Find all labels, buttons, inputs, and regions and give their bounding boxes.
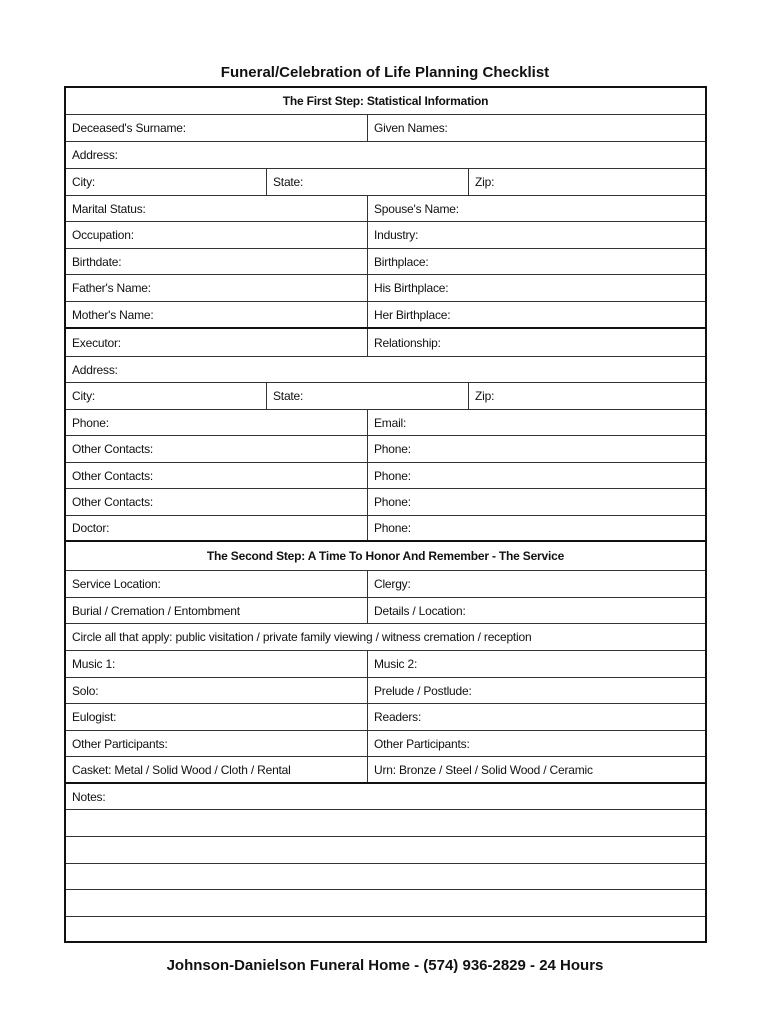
burial-option-field[interactable]: Burial / Cremation / Entombment	[66, 598, 368, 623]
mother-row	[66, 302, 705, 329]
notes-line-5[interactable]	[66, 917, 705, 941]
page-title: Funeral/Celebration of Life Planning Checklist	[220, 64, 550, 81]
occupation-row	[66, 222, 705, 249]
notes-line-1[interactable]	[66, 810, 705, 837]
casket-field[interactable]: Casket: Metal / Solid Wood / Cloth / Rental	[66, 757, 368, 782]
circle-all-field[interactable]: Circle all that apply: public visitation / private family viewing / witness cremation / reception	[72, 630, 532, 644]
doctor-row	[66, 516, 705, 542]
address-row	[66, 142, 705, 169]
other-contacts-row-3	[66, 489, 705, 516]
city-state-zip-row	[66, 169, 705, 196]
service-location-field[interactable]: Service Location:	[66, 571, 368, 597]
notes-line-3[interactable]	[66, 864, 705, 890]
birthdate-field[interactable]: Birthdate:	[66, 249, 368, 274]
other-contacts-field-3[interactable]: Other Contacts:	[66, 489, 368, 515]
notes-line-4[interactable]	[66, 890, 705, 917]
eulogist-row	[66, 704, 705, 731]
doctor-phone-field[interactable]: Phone:	[374, 521, 411, 535]
details-location-field[interactable]: Details / Location:	[374, 603, 466, 618]
other-contacts-phone-1[interactable]: Phone:	[374, 442, 411, 456]
section2-heading: The Second Step: A Time To Honor And Remember - The Service	[206, 549, 565, 563]
marital-row	[66, 196, 705, 222]
readers-field[interactable]: Readers:	[374, 710, 422, 724]
music-row	[66, 651, 705, 678]
his-birthplace-field[interactable]: His Birthplace:	[374, 281, 449, 295]
mother-name-field[interactable]: Mother's Name:	[66, 302, 368, 327]
notes-line-2[interactable]	[66, 837, 705, 864]
city-field[interactable]: City:	[66, 169, 267, 195]
zip-field[interactable]: Zip:	[475, 175, 495, 189]
her-birthplace-field[interactable]: Her Birthplace:	[374, 307, 451, 322]
other-contacts-phone-2[interactable]: Phone:	[374, 468, 411, 483]
section1-heading-row	[66, 88, 705, 115]
casket-urn-row	[66, 757, 705, 784]
relationship-field[interactable]: Relationship:	[374, 335, 441, 350]
other-contacts-row-1	[66, 436, 705, 463]
urn-field[interactable]: Urn: Bronze / Steel / Solid Wood / Ceramic	[374, 762, 593, 777]
doctor-field[interactable]: Doctor:	[66, 516, 368, 540]
footer-contact: Johnson-Danielson Funeral Home - (574) 936-2829 - 24 Hours	[166, 957, 604, 974]
other-contacts-phone-3[interactable]: Phone:	[374, 495, 411, 509]
other-participants-field-2[interactable]: Other Participants:	[374, 736, 470, 751]
given-names-field[interactable]: Given Names:	[374, 121, 448, 135]
executor-city-field[interactable]: City:	[66, 383, 267, 409]
surname-row	[66, 115, 705, 142]
executor-field[interactable]: Executor:	[66, 329, 368, 356]
executor-address-field[interactable]: Address:	[72, 362, 118, 377]
state-field[interactable]: State:	[267, 169, 469, 195]
solo-field[interactable]: Solo:	[66, 678, 368, 703]
notes-row	[66, 784, 705, 810]
father-name-field[interactable]: Father's Name:	[66, 275, 368, 301]
service-location-row	[66, 571, 705, 598]
section2-heading-row	[66, 542, 705, 571]
participants-row	[66, 731, 705, 757]
birthplace-field[interactable]: Birthplace:	[374, 254, 429, 269]
checklist-form	[64, 86, 707, 943]
executor-zip-field[interactable]: Zip:	[475, 389, 495, 403]
prelude-field[interactable]: Prelude / Postlude:	[374, 683, 472, 698]
other-contacts-field-1[interactable]: Other Contacts:	[66, 436, 368, 462]
industry-field[interactable]: Industry:	[374, 228, 419, 242]
email-field[interactable]: Email:	[374, 415, 407, 430]
executor-city-row	[66, 383, 705, 410]
phone-email-row	[66, 410, 705, 436]
surname-field[interactable]: Deceased's Surname:	[66, 115, 368, 141]
music1-field[interactable]: Music 1:	[66, 651, 368, 677]
eulogist-field[interactable]: Eulogist:	[66, 704, 368, 730]
executor-address-row	[66, 357, 705, 383]
occupation-field[interactable]: Occupation:	[66, 222, 368, 248]
section1-heading: The First Step: Statistical Information	[282, 94, 489, 108]
address-field[interactable]: Address:	[72, 148, 118, 162]
executor-state-field[interactable]: State:	[267, 383, 469, 409]
spouse-name-field[interactable]: Spouse's Name:	[374, 201, 459, 216]
other-participants-field-1[interactable]: Other Participants:	[66, 731, 368, 756]
burial-row	[66, 598, 705, 624]
executor-row	[66, 329, 705, 357]
other-contacts-field-2[interactable]: Other Contacts:	[66, 463, 368, 488]
notes-label[interactable]: Notes:	[72, 789, 106, 804]
birth-row	[66, 249, 705, 275]
father-row	[66, 275, 705, 302]
clergy-field[interactable]: Clergy:	[374, 577, 411, 591]
other-contacts-row-2	[66, 463, 705, 489]
solo-row	[66, 678, 705, 704]
circle-all-row	[66, 624, 705, 651]
phone-field[interactable]: Phone:	[66, 410, 368, 435]
music2-field[interactable]: Music 2:	[374, 657, 418, 671]
marital-status-field[interactable]: Marital Status:	[66, 196, 368, 221]
